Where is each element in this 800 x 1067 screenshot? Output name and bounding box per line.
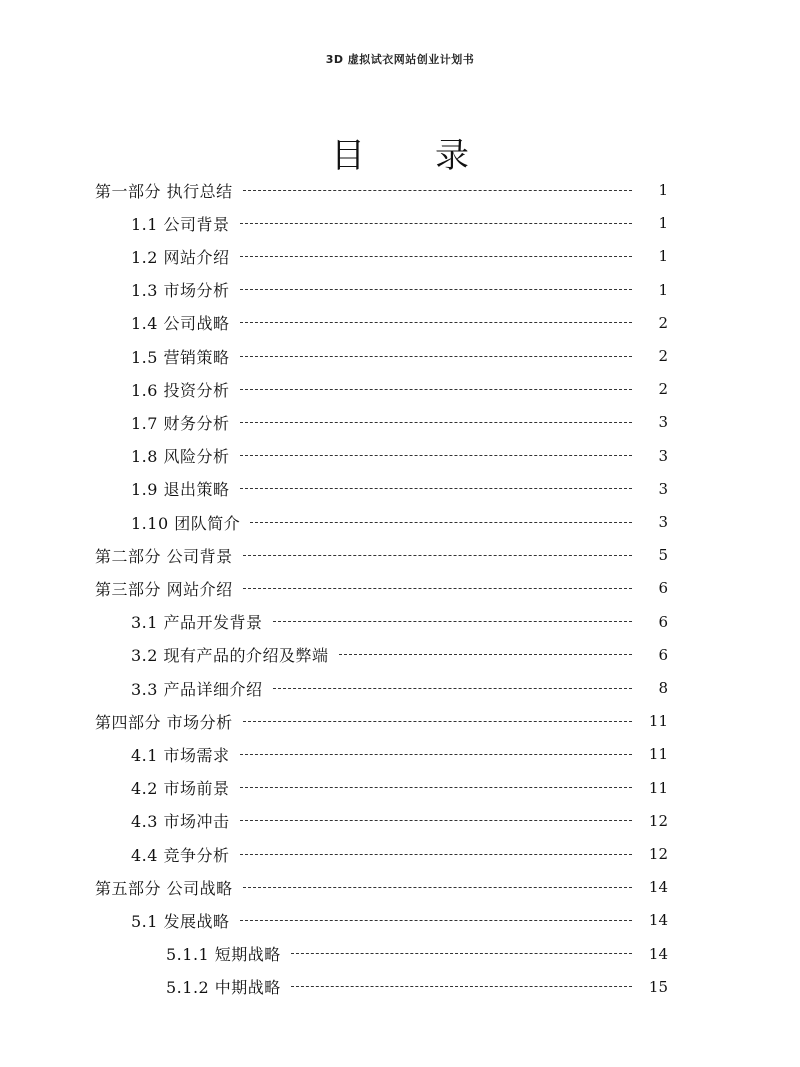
toc-entry-label: 4.1 市场需求	[131, 745, 230, 765]
toc-leader-line	[240, 356, 632, 357]
toc-entry-label: 第四部分 市场分析	[95, 712, 233, 732]
toc-entry-label: 3.1 产品开发背景	[131, 613, 263, 633]
toc-leader-line	[243, 555, 632, 556]
toc-entry-label: 5.1 发展战略	[131, 911, 230, 931]
toc-entry[interactable]	[131, 510, 668, 534]
toc-page-number: 5	[658, 546, 668, 565]
toc-entry[interactable]	[166, 942, 668, 966]
toc-entry-label: 1.4 公司战略	[131, 314, 230, 334]
toc-page-number: 2	[658, 380, 668, 399]
toc-entry[interactable]	[95, 576, 668, 600]
toc-entry[interactable]	[166, 975, 668, 999]
toc-entry[interactable]	[131, 410, 668, 434]
toc-entry-label: 1.9 退出策略	[131, 480, 230, 500]
toc-leader-line	[240, 223, 632, 224]
toc-leader-line	[240, 920, 632, 921]
toc-entry[interactable]	[95, 543, 668, 567]
toc-page-number: 6	[658, 579, 668, 598]
toc-entry[interactable]	[131, 244, 668, 268]
running-header: 3D 虚拟试衣网站创业计划书	[325, 53, 475, 66]
toc-entry-label: 第三部分 网站介绍	[95, 579, 233, 599]
toc-entry-label: 第一部分 执行总结	[95, 181, 233, 201]
toc-page-number: 2	[658, 313, 668, 332]
toc-entry-label: 1.5 营销策略	[131, 347, 230, 367]
toc-entry-label: 5.1.1 短期战略	[166, 945, 281, 965]
toc-leader-line	[240, 455, 632, 456]
toc-page-number: 1	[658, 181, 668, 199]
toc-entry[interactable]	[131, 610, 668, 634]
toc-entry[interactable]	[131, 643, 668, 667]
toc-entry[interactable]	[95, 875, 668, 899]
toc-entry-label: 4.2 市场前景	[131, 779, 230, 799]
toc-page-number: 1	[658, 214, 668, 233]
toc-leader-line	[240, 289, 632, 290]
toc-entry[interactable]	[131, 742, 668, 766]
toc-entry-label: 1.2 网站介绍	[131, 247, 230, 267]
toc-page-number: 12	[648, 811, 668, 830]
toc-leader-line	[240, 787, 632, 788]
toc-entry-label: 1.3 市场分析	[131, 281, 230, 301]
toc-page-number: 6	[658, 645, 668, 664]
toc-page-number: 3	[658, 446, 668, 465]
toc-entry[interactable]	[131, 278, 668, 302]
toc-leader-line	[339, 654, 632, 655]
toc-page-number: 3	[658, 413, 668, 432]
toc-page-number: 2	[658, 347, 668, 365]
toc-page-number: 14	[648, 878, 668, 897]
toc-page-number: 3	[658, 479, 668, 498]
toc-page-number: 12	[648, 845, 668, 863]
toc-entry-label: 5.1.2 中期战略	[166, 978, 281, 998]
toc-entry-label: 第五部分 公司战略	[95, 878, 233, 898]
toc-leader-line	[240, 256, 632, 257]
toc-entry[interactable]	[131, 676, 668, 700]
toc-entry-label: 3.3 产品详细介绍	[131, 679, 263, 699]
toc-page-number: 1	[658, 280, 668, 299]
toc-page-number: 3	[658, 513, 668, 531]
toc-heading-char: 目	[331, 136, 365, 176]
toc-heading-char: 录	[435, 136, 469, 176]
toc-entry[interactable]	[131, 311, 668, 335]
toc-page-number: 11	[648, 778, 668, 797]
toc-leader-line	[240, 322, 632, 323]
toc-entry[interactable]	[95, 709, 668, 733]
toc-page-number: 14	[648, 944, 668, 963]
toc-entry[interactable]	[95, 178, 668, 202]
toc-entry-label: 1.8 风险分析	[131, 447, 230, 467]
toc-entry[interactable]	[131, 344, 668, 368]
toc-entry[interactable]	[131, 477, 668, 501]
toc-entry-label: 1.10 团队简介	[131, 513, 241, 533]
toc-leader-line	[243, 721, 632, 722]
toc-page-number: 11	[648, 745, 668, 764]
toc-leader-line	[243, 887, 632, 888]
toc-page-number: 1	[658, 247, 668, 266]
toc-entry-label: 3.2 现有产品的介绍及弊端	[131, 646, 329, 666]
toc-entry-label: 1.7 财务分析	[131, 413, 230, 433]
toc-entry-label: 1.1 公司背景	[131, 214, 230, 234]
toc-leader-line	[273, 621, 632, 622]
toc-leader-line	[243, 190, 632, 191]
toc-leader-line	[273, 688, 632, 689]
toc-entry[interactable]	[131, 776, 668, 800]
toc-page-number: 8	[658, 679, 668, 697]
toc-page-number: 14	[648, 911, 668, 930]
toc-entry-label: 第二部分 公司背景	[95, 546, 233, 566]
toc-leader-line	[240, 389, 632, 390]
toc-leader-line	[291, 986, 632, 987]
toc-entry-label: 4.3 市场冲击	[131, 812, 230, 832]
toc-heading	[0, 128, 800, 177]
toc-page-number: 11	[648, 712, 668, 731]
toc-leader-line	[240, 854, 632, 855]
toc-leader-line	[243, 588, 632, 589]
toc-leader-line	[240, 754, 632, 755]
toc-leader-line	[250, 522, 632, 523]
toc-entry-label: 4.4 竞争分析	[131, 845, 230, 865]
toc-entry-label: 1.6 投资分析	[131, 380, 230, 400]
toc-entry[interactable]	[131, 908, 668, 932]
toc-leader-line	[240, 422, 632, 423]
toc-entry[interactable]	[131, 444, 668, 468]
toc-page-number: 6	[658, 612, 668, 631]
toc-entry[interactable]	[131, 211, 668, 235]
toc-page-number: 15	[648, 977, 668, 996]
toc-leader-line	[240, 488, 632, 489]
toc-leader-line	[291, 953, 632, 954]
toc-entry[interactable]	[131, 377, 668, 401]
toc-entry[interactable]	[131, 809, 668, 833]
toc-leader-line	[240, 820, 632, 821]
toc-entry[interactable]	[131, 842, 668, 866]
